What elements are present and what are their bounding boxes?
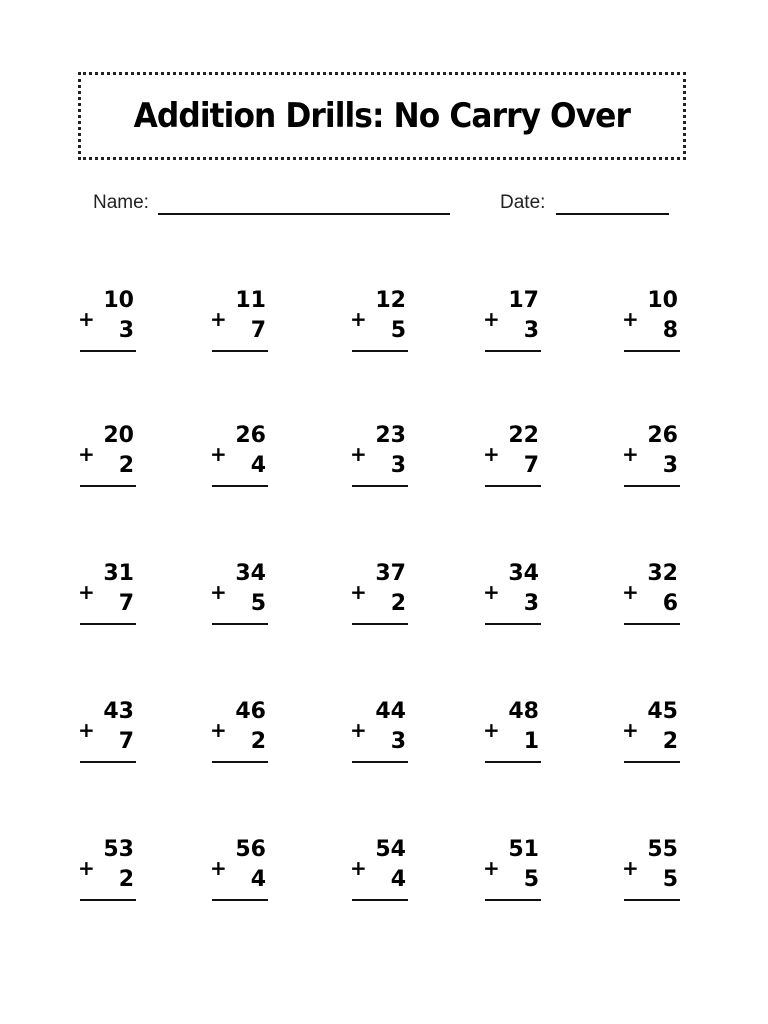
addend-bottom: 3 bbox=[390, 729, 406, 754]
plus-sign: + bbox=[622, 580, 639, 604]
addend-top: 55 bbox=[647, 837, 678, 862]
answer-line[interactable] bbox=[212, 350, 268, 352]
answer-line[interactable] bbox=[80, 350, 136, 352]
answer-line[interactable] bbox=[624, 761, 680, 763]
answer-line[interactable] bbox=[485, 761, 541, 763]
addition-problem bbox=[483, 699, 553, 769]
addend-top: 26 bbox=[647, 423, 678, 448]
addend-bottom: 6 bbox=[662, 591, 678, 616]
addition-problem bbox=[622, 561, 692, 631]
date-line[interactable] bbox=[556, 213, 669, 215]
plus-sign: + bbox=[483, 307, 500, 331]
addend-top: 54 bbox=[375, 837, 406, 862]
plus-sign: + bbox=[78, 442, 95, 466]
addend-bottom: 7 bbox=[118, 729, 134, 754]
addend-top: 10 bbox=[647, 288, 678, 313]
answer-line[interactable] bbox=[624, 485, 680, 487]
addend-bottom: 2 bbox=[250, 729, 266, 754]
addition-problem bbox=[622, 288, 692, 358]
answer-line[interactable] bbox=[212, 485, 268, 487]
addend-top: 22 bbox=[508, 423, 539, 448]
addend-bottom: 1 bbox=[523, 729, 539, 754]
answer-line[interactable] bbox=[485, 350, 541, 352]
addition-problem bbox=[622, 837, 692, 907]
plus-sign: + bbox=[483, 442, 500, 466]
addend-top: 51 bbox=[508, 837, 539, 862]
addition-problem bbox=[350, 423, 420, 493]
addition-problem bbox=[210, 837, 280, 907]
addend-top: 34 bbox=[508, 561, 539, 586]
worksheet-title: Addition Drills: No Carry Over bbox=[133, 96, 631, 136]
plus-sign: + bbox=[622, 307, 639, 331]
addition-problem bbox=[622, 423, 692, 493]
plus-sign: + bbox=[210, 580, 227, 604]
addend-top: 56 bbox=[235, 837, 266, 862]
answer-line[interactable] bbox=[352, 485, 408, 487]
addend-top: 26 bbox=[235, 423, 266, 448]
addition-problem bbox=[78, 288, 148, 358]
addend-bottom: 5 bbox=[250, 591, 266, 616]
addition-problem bbox=[210, 561, 280, 631]
addition-problem bbox=[210, 288, 280, 358]
addend-bottom: 4 bbox=[250, 453, 266, 478]
plus-sign: + bbox=[78, 307, 95, 331]
plus-sign: + bbox=[483, 718, 500, 742]
addition-problem bbox=[483, 423, 553, 493]
answer-line[interactable] bbox=[352, 899, 408, 901]
date-label: Date: bbox=[500, 192, 546, 213]
addend-bottom: 7 bbox=[523, 453, 539, 478]
plus-sign: + bbox=[210, 442, 227, 466]
addend-bottom: 3 bbox=[523, 591, 539, 616]
plus-sign: + bbox=[350, 580, 367, 604]
name-line[interactable] bbox=[158, 213, 450, 215]
plus-sign: + bbox=[350, 856, 367, 880]
answer-line[interactable] bbox=[212, 761, 268, 763]
addition-problem bbox=[78, 423, 148, 493]
addition-problem bbox=[350, 288, 420, 358]
plus-sign: + bbox=[622, 856, 639, 880]
answer-line[interactable] bbox=[485, 485, 541, 487]
addition-problem bbox=[350, 837, 420, 907]
answer-line[interactable] bbox=[624, 350, 680, 352]
answer-line[interactable] bbox=[624, 899, 680, 901]
plus-sign: + bbox=[483, 580, 500, 604]
addend-top: 43 bbox=[103, 699, 134, 724]
addend-top: 46 bbox=[235, 699, 266, 724]
addend-top: 37 bbox=[375, 561, 406, 586]
addend-top: 23 bbox=[375, 423, 406, 448]
addition-problem bbox=[483, 837, 553, 907]
plus-sign: + bbox=[210, 856, 227, 880]
addition-problem bbox=[210, 699, 280, 769]
addition-problem bbox=[350, 699, 420, 769]
plus-sign: + bbox=[622, 442, 639, 466]
plus-sign: + bbox=[78, 856, 95, 880]
addition-problem bbox=[78, 699, 148, 769]
addend-bottom: 3 bbox=[662, 453, 678, 478]
plus-sign: + bbox=[210, 307, 227, 331]
plus-sign: + bbox=[78, 718, 95, 742]
answer-line[interactable] bbox=[485, 623, 541, 625]
answer-line[interactable] bbox=[624, 623, 680, 625]
plus-sign: + bbox=[483, 856, 500, 880]
answer-line[interactable] bbox=[485, 899, 541, 901]
answer-line[interactable] bbox=[352, 761, 408, 763]
addend-top: 34 bbox=[235, 561, 266, 586]
addition-problem bbox=[350, 561, 420, 631]
addend-top: 12 bbox=[375, 288, 406, 313]
addend-bottom: 5 bbox=[523, 867, 539, 892]
title-box bbox=[78, 72, 686, 160]
answer-line[interactable] bbox=[80, 899, 136, 901]
addend-bottom: 2 bbox=[118, 867, 134, 892]
addend-top: 31 bbox=[103, 561, 134, 586]
addend-bottom: 4 bbox=[250, 867, 266, 892]
addend-bottom: 2 bbox=[390, 591, 406, 616]
addend-bottom: 2 bbox=[662, 729, 678, 754]
addition-problem bbox=[78, 837, 148, 907]
addend-top: 44 bbox=[375, 699, 406, 724]
plus-sign: + bbox=[350, 442, 367, 466]
addend-bottom: 7 bbox=[250, 318, 266, 343]
addend-bottom: 8 bbox=[662, 318, 678, 343]
addend-bottom: 4 bbox=[390, 867, 406, 892]
plus-sign: + bbox=[622, 718, 639, 742]
answer-line[interactable] bbox=[352, 350, 408, 352]
addend-bottom: 3 bbox=[118, 318, 134, 343]
plus-sign: + bbox=[78, 580, 95, 604]
answer-line[interactable] bbox=[80, 623, 136, 625]
answer-line[interactable] bbox=[352, 623, 408, 625]
addend-bottom: 2 bbox=[118, 453, 134, 478]
addend-top: 45 bbox=[647, 699, 678, 724]
addend-top: 48 bbox=[508, 699, 539, 724]
addend-top: 20 bbox=[103, 423, 134, 448]
plus-sign: + bbox=[350, 718, 367, 742]
addend-top: 11 bbox=[235, 288, 266, 313]
addend-bottom: 5 bbox=[390, 318, 406, 343]
addition-problem bbox=[78, 561, 148, 631]
addend-top: 10 bbox=[103, 288, 134, 313]
answer-line[interactable] bbox=[80, 485, 136, 487]
addend-bottom: 5 bbox=[662, 867, 678, 892]
addend-bottom: 3 bbox=[523, 318, 539, 343]
addend-bottom: 7 bbox=[118, 591, 134, 616]
plus-sign: + bbox=[210, 718, 227, 742]
name-label: Name: bbox=[93, 192, 149, 213]
answer-line[interactable] bbox=[212, 623, 268, 625]
addition-problem bbox=[210, 423, 280, 493]
addend-top: 32 bbox=[647, 561, 678, 586]
addition-problem bbox=[622, 699, 692, 769]
answer-line[interactable] bbox=[212, 899, 268, 901]
answer-line[interactable] bbox=[80, 761, 136, 763]
addition-problem bbox=[483, 288, 553, 358]
addend-bottom: 3 bbox=[390, 453, 406, 478]
plus-sign: + bbox=[350, 307, 367, 331]
addition-problem bbox=[483, 561, 553, 631]
addend-top: 17 bbox=[508, 288, 539, 313]
addend-top: 53 bbox=[103, 837, 134, 862]
